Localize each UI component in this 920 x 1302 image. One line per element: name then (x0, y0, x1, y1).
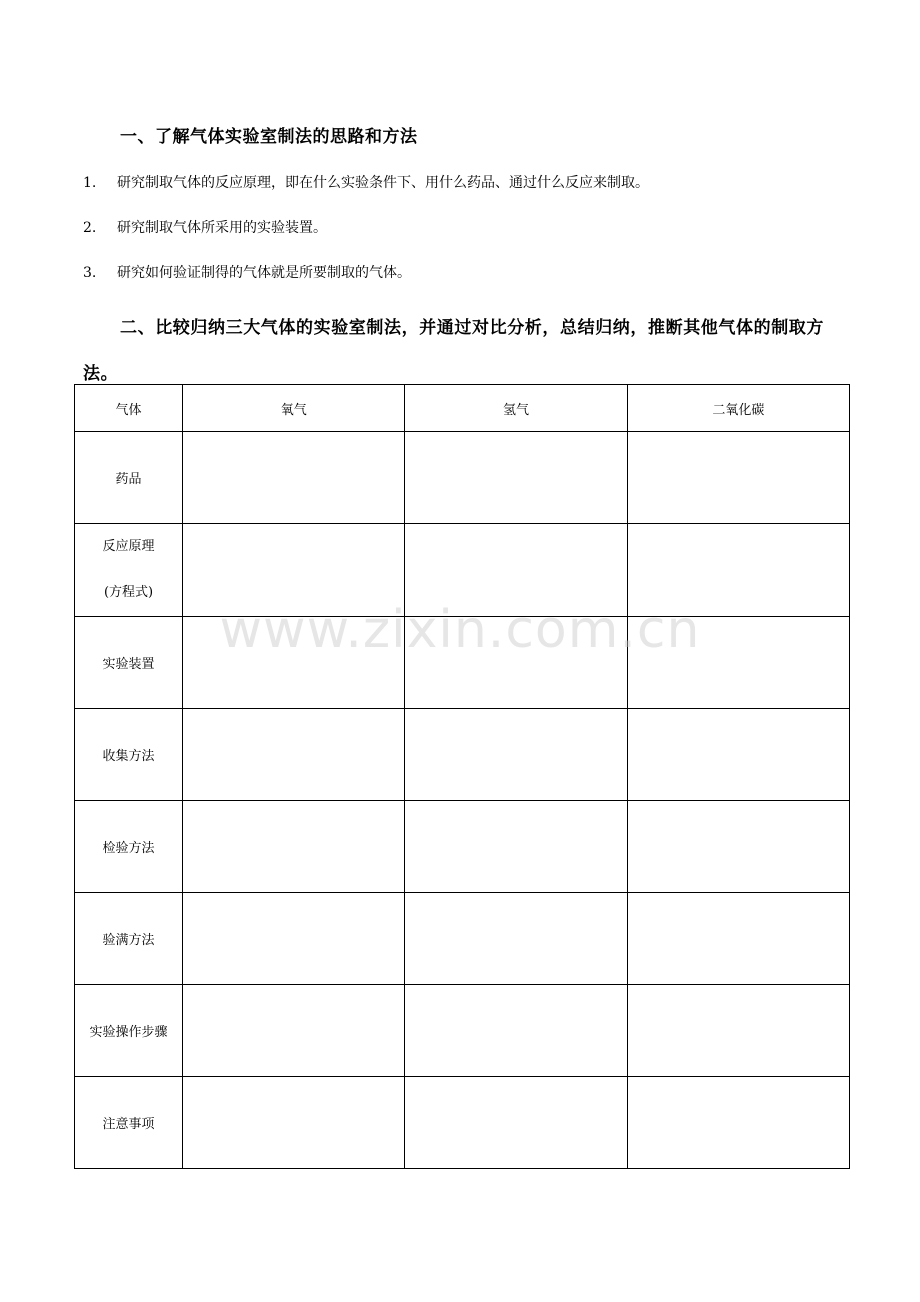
table-cell[interactable] (627, 893, 849, 985)
row-label: 实验装置 (75, 617, 183, 709)
row-label: 检验方法 (75, 801, 183, 893)
watermark: www.zixin.com.cn (219, 600, 701, 660)
list-text: 研究制取气体所采用的实验装置。 (117, 220, 327, 236)
table-cell[interactable] (183, 1077, 405, 1169)
table-cell[interactable] (405, 617, 627, 709)
table-cell[interactable] (627, 709, 849, 801)
table-cell[interactable] (627, 524, 849, 617)
table-cell[interactable] (405, 801, 627, 893)
table-row (75, 524, 850, 617)
table-cell[interactable] (627, 432, 849, 524)
table-cell[interactable] (183, 709, 405, 801)
table-cell[interactable] (183, 893, 405, 985)
table-cell[interactable] (405, 709, 627, 801)
table-row (75, 801, 850, 893)
row-label: 收集方法 (75, 709, 183, 801)
row-label-sub: (方程式) (103, 585, 154, 600)
list-text: 研究制取气体的反应原理，即在什么实验条件下、用什么药品、通过什么反应来制取。 (117, 175, 649, 191)
header-carbon-dioxide: 二氧化碳 (627, 385, 849, 432)
row-label-main: 反应原理 (102, 539, 155, 554)
list-number: 3. (83, 265, 97, 281)
table-row (75, 709, 850, 801)
list-number: 2. (83, 220, 97, 236)
list-item (83, 262, 411, 282)
table-cell[interactable] (405, 893, 627, 985)
table-cell[interactable] (627, 801, 849, 893)
table-cell[interactable] (627, 985, 849, 1077)
list-item (83, 172, 649, 192)
table-cell[interactable] (183, 801, 405, 893)
table-cell[interactable] (183, 524, 405, 617)
header-oxygen: 氧气 (183, 385, 405, 432)
section2-title: 二、比较归纳三大气体的实验室制法，并通过对比分析，总结归纳，推断其他气体的制取方法。 (83, 318, 824, 384)
row-label: 实验操作步骤 (75, 985, 183, 1077)
header-hydrogen: 氢气 (405, 385, 627, 432)
table-row (75, 1077, 850, 1169)
table-row (75, 893, 850, 985)
table-cell[interactable] (627, 617, 849, 709)
table-row (75, 432, 850, 524)
row-label: 注意事项 (75, 1077, 183, 1169)
table-cell[interactable] (627, 1077, 849, 1169)
table-header-row (75, 385, 850, 432)
table-cell[interactable] (405, 1077, 627, 1169)
table-cell[interactable] (183, 617, 405, 709)
table-cell[interactable] (405, 524, 627, 617)
list-number: 1. (83, 175, 97, 191)
row-label: 验满方法 (75, 893, 183, 985)
table-cell[interactable] (183, 432, 405, 524)
section1-title: 一、了解气体实验室制法的思路和方法 (120, 127, 418, 147)
table-cell[interactable] (183, 985, 405, 1077)
table-cell[interactable] (405, 432, 627, 524)
comparison-table (74, 384, 850, 1169)
table-row (75, 617, 850, 709)
table-cell[interactable] (405, 985, 627, 1077)
list-text: 研究如何验证制得的气体就是所要制取的气体。 (117, 265, 411, 281)
list-item (83, 217, 327, 237)
header-gas: 气体 (75, 385, 183, 432)
row-label (75, 524, 183, 617)
row-label: 药品 (75, 432, 183, 524)
table-row (75, 985, 850, 1077)
